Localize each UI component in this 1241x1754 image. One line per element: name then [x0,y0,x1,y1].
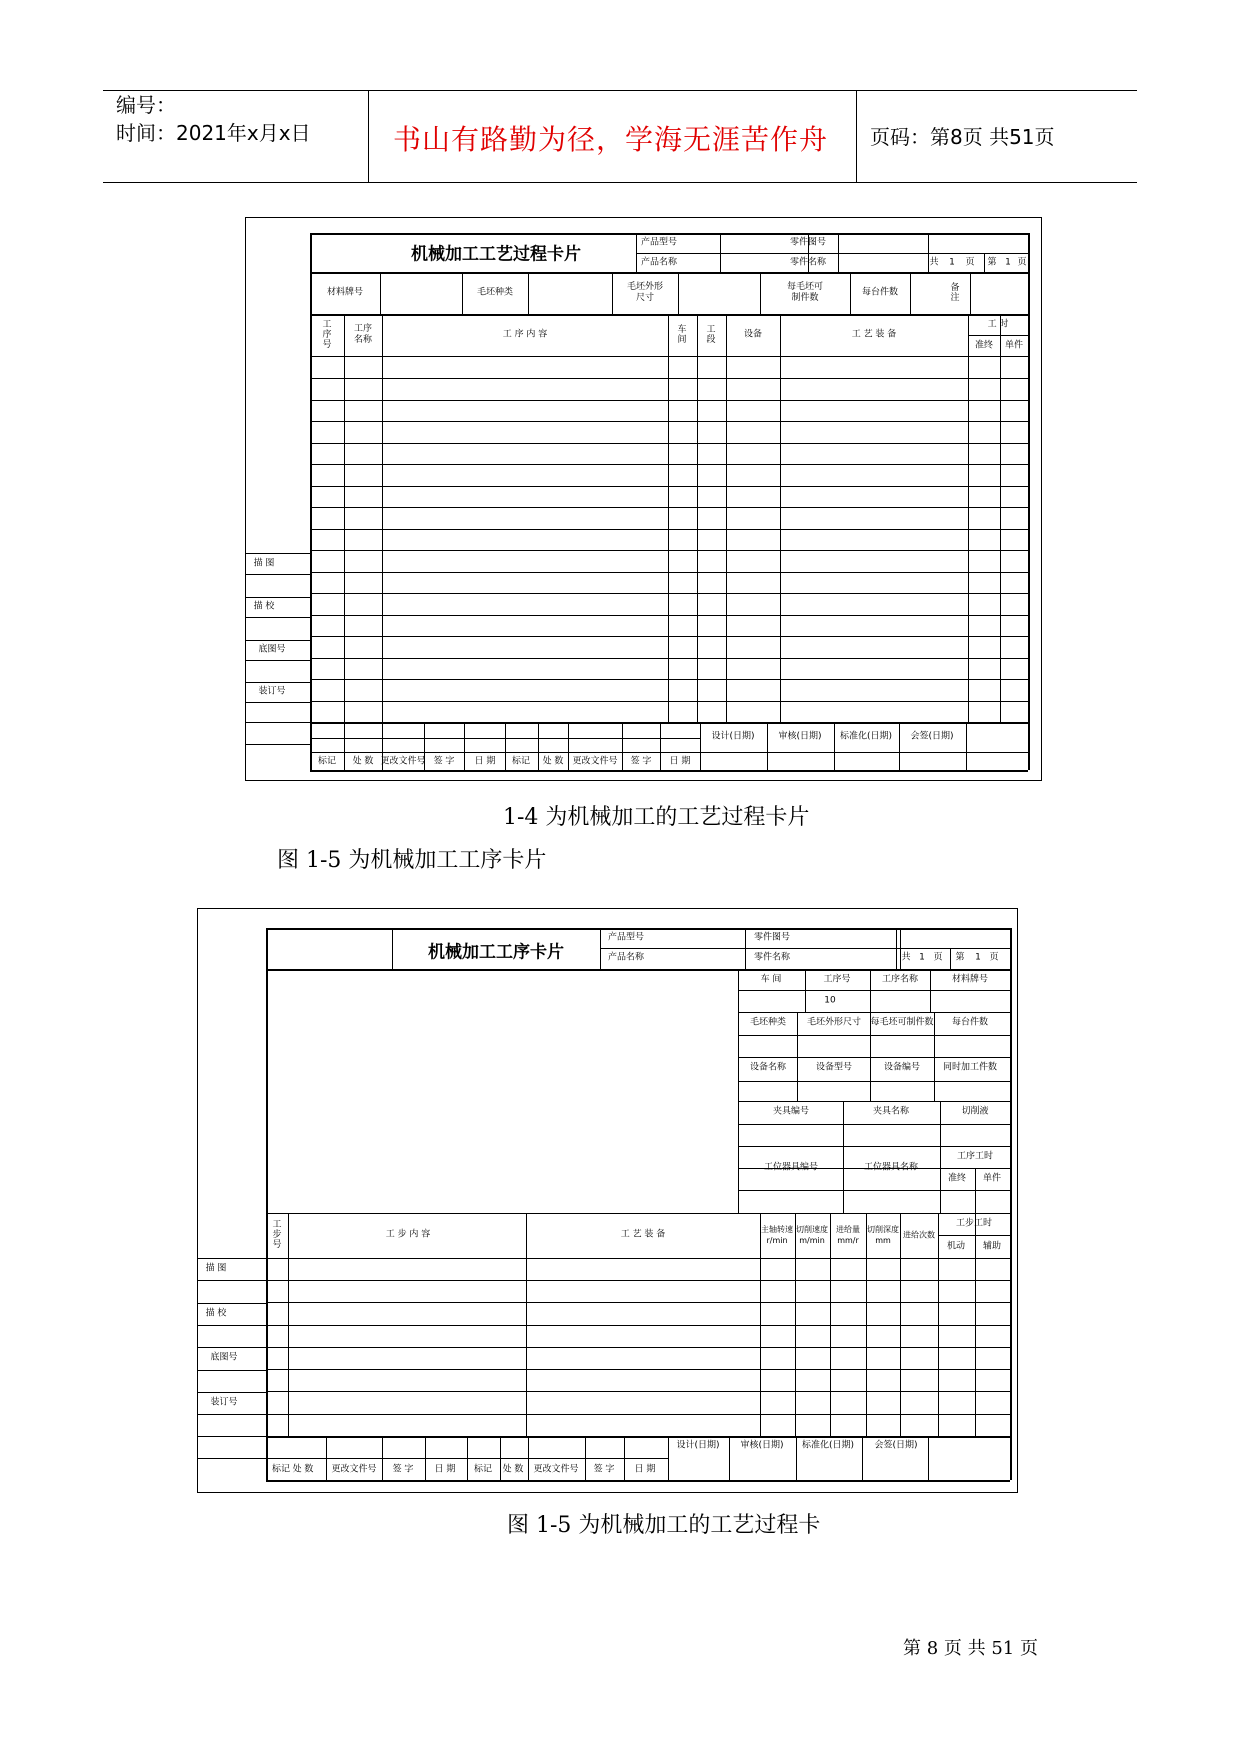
tooling-label: 工 艺 装 备 [851,329,897,340]
grid-hline [310,507,1028,508]
section-label: 工段 [706,325,716,345]
grid-vline [528,1436,529,1480]
sign-label-2: 标准化(日期) [801,1440,855,1451]
op-name-label: 工序名称 [353,324,372,345]
grid-vline [968,314,969,722]
unit-label: 单件 [982,1173,1002,1184]
part-drawing-label: 零件图号 [753,932,791,943]
number-label: 编号： [116,93,176,117]
grid-vline [1000,314,1001,722]
grid-hline [310,722,1028,724]
grid-vline [1010,928,1012,1480]
bottom-label-6: 处 数 [502,1464,524,1475]
grid-hline [266,1436,1010,1438]
grid-vline [975,1168,976,1213]
header-divider-1 [368,90,369,182]
grid-hline [246,722,310,723]
card-title: 机械加工工序卡片 [428,942,564,963]
grid-hline [198,1392,266,1393]
grid-hline [266,1369,1010,1370]
grid-hline [266,1280,1010,1281]
grid-vline [928,1436,929,1480]
total-num: 1 [949,257,955,268]
header-divider-2 [856,90,857,182]
motto: 书山有路勤为径，学海无涯苦作舟 [393,123,829,156]
grid-vline [500,1436,501,1480]
grid-hline [310,400,1028,401]
grid-vline [344,314,345,722]
page-unit: 页 [933,952,943,963]
side-label-check: 描 校 [205,1308,227,1319]
bottom-label-9: 日 期 [634,1464,656,1475]
sign-label-0: 设计(日期) [676,1440,720,1451]
grid-hline [636,253,1028,254]
grid-hline [738,1012,1010,1013]
machine-label: 机动 [946,1241,966,1252]
grid-hline [310,421,1028,422]
card-title: 机械加工工艺过程卡片 [411,244,581,265]
grid-hline [266,1213,1010,1214]
grid-hline [266,1302,1010,1303]
grid-hline [198,1303,266,1304]
bottom-label-3: 签 字 [392,1464,414,1475]
part-name-label: 零件名称 [753,952,791,963]
grid-hline [310,314,1028,316]
grid-hline [310,593,1028,594]
equip-name-label: 设备名称 [749,1062,787,1073]
side-label-base-drawing: 底图号 [210,1352,238,1363]
product-model-label: 产品型号 [607,932,645,943]
grid-hline [738,1124,1010,1125]
grid-vline [797,1057,798,1101]
grid-vline [934,1057,935,1101]
grid-hline [266,1480,1010,1482]
bottom-label-1: 处 数 [352,756,374,767]
step-content-label: 工 步 内 容 [385,1229,431,1240]
product-name-label: 产品名称 [640,257,678,268]
part-name-label: 零件名称 [789,257,827,268]
grid-vline [797,1012,798,1057]
simultaneous-label: 同时加工件数 [942,1062,998,1073]
nth-label: 第 [955,952,965,963]
grid-hline [600,948,1010,949]
bottom-label-5: 标记 [511,756,531,767]
grid-vline [538,722,539,770]
page-label: 页码：第8页 共51页 [870,125,1055,149]
operation-card-sheet [197,908,1018,1493]
bottom-label-8: 签 字 [630,756,652,767]
grid-hline [310,658,1028,659]
grid-vline [392,928,393,969]
blank-size-label: 毛坯外形尺寸 [626,282,663,303]
nth-num: 1 [975,952,981,963]
per-blank-label: 每毛坯可制件数 [870,1017,934,1028]
grid-hline [310,378,1028,379]
grid-vline [970,272,971,314]
grid-hline [198,1370,266,1371]
station-tool-no-label: 工位器具编号 [763,1162,819,1173]
header-bottom-rule [103,182,1137,183]
bottom-label-9: 日 期 [669,756,691,767]
grid-vline [738,969,739,1213]
grid-hline [310,233,1028,235]
grid-hline [938,1235,1010,1236]
bottom-label-0: 标记 [317,756,337,767]
grid-hline [738,990,1010,991]
grid-hline [738,969,1010,970]
nth-label: 第 [987,257,997,268]
side-label-check: 描 校 [253,601,275,612]
grid-vline [326,1436,327,1480]
remark-label: 备注 [950,283,960,303]
grid-vline [382,1436,383,1480]
grid-hline [198,1347,266,1348]
op-no-label: 工序号 [823,974,851,985]
op-hours-label: 工序工时 [956,1151,994,1162]
grid-hline [310,636,1028,637]
grid-vline [380,272,381,314]
total-num: 1 [919,952,925,963]
prep-label: 准终 [974,340,994,351]
grid-vline [910,272,911,314]
caption-1-5: 图 1-5 为机械加工工序卡片 [277,848,547,873]
grid-hline [738,1146,1010,1147]
bottom-label-4: 日 期 [474,756,496,767]
grid-hline [246,702,310,703]
bottom-label-8: 签 字 [593,1464,615,1475]
grid-vline [464,722,465,770]
bottom-label-2: 更改文件号 [380,756,426,767]
grid-hline [246,682,310,683]
grid-vline [528,272,529,314]
grid-vline [899,722,900,770]
feed-times-label: 进给次数 [903,1230,935,1240]
bottom-label-6: 处 数 [542,756,564,767]
grid-hline [266,928,1010,930]
grid-vline [850,272,851,314]
grid-vline [862,1436,863,1480]
grid-vline [624,1436,625,1480]
grid-hline [266,1258,1010,1259]
grid-hline [246,640,310,641]
grid-hline [246,660,310,661]
grid-vline [934,1012,935,1057]
blank-size-label: 毛坯外形尺寸 [806,1017,862,1028]
grid-vline [585,1436,586,1480]
grid-hline [310,679,1028,680]
grid-hline [738,1057,1010,1058]
op-no-label: 工序号 [322,320,332,350]
grid-vline [780,314,781,722]
hours-label: 工 时 [987,319,1009,330]
grid-vline [462,272,463,314]
bottom-label-5: 标记 [473,1464,493,1475]
total-label: 共 [901,952,911,963]
side-label-binding: 装订号 [210,1397,238,1408]
equip-model-label: 设备型号 [815,1062,853,1073]
aux-label: 辅助 [982,1241,1002,1252]
grid-vline [950,948,951,969]
op-no-value: 10 [824,995,836,1006]
grid-hline [738,1035,1010,1036]
grid-hline [738,1190,1010,1191]
page-unit: 页 [965,257,975,268]
workshop-label: 车间 [677,325,687,345]
bottom-label-3: 签 字 [433,756,455,767]
sign-label-0: 设计(日期) [711,731,755,742]
per-unit-label: 每台件数 [951,1017,989,1028]
grid-hline [310,770,1028,772]
grid-vline [697,314,698,722]
grid-hline [310,356,1028,357]
grid-vline [870,1057,871,1101]
bottom-label-1: 处 数 [292,1464,314,1475]
sign-label-3: 会签(日期) [910,731,954,742]
coolant-label: 切削液 [961,1106,989,1117]
sign-label-1: 审核(日期) [740,1440,784,1451]
product-name-label: 产品名称 [607,952,645,963]
blank-type-label: 毛坯种类 [476,287,514,298]
grid-hline [310,701,1028,702]
grid-vline [266,928,268,1480]
grid-hline [310,572,1028,573]
nth-num: 1 [1005,257,1011,268]
grid-hline [738,1101,1010,1102]
grid-hline [310,272,1028,274]
cut-speed-label: 切削速度m/min [796,1225,828,1245]
grid-hline [310,752,1028,753]
equipment-label: 设备 [743,329,763,340]
grid-hline [266,1391,1010,1392]
fixture-name-label: 夹具名称 [872,1106,910,1117]
grid-hline [310,443,1028,444]
equip-no-label: 设备编号 [883,1062,921,1073]
grid-hline [310,550,1028,551]
sign-label-2: 标准化(日期) [839,731,893,742]
side-label-binding: 装订号 [258,686,286,697]
bottom-label-2: 更改文件号 [331,1464,377,1475]
step-hours-label: 工步工时 [955,1218,993,1229]
grid-vline [382,314,383,722]
grid-hline [266,1325,1010,1326]
grid-vline [467,1436,468,1480]
caption-1-5-process: 图 1-5 为机械加工的工艺过程卡 [507,1513,821,1538]
grid-vline [760,272,761,314]
grid-vline [425,1436,426,1480]
workshop-label: 车 间 [760,974,782,985]
feed-label: 进给量mm/r [836,1225,860,1245]
unit-label: 单件 [1004,340,1024,351]
time-label: 时间：2021年x月x日 [116,121,311,145]
grid-hline [198,1458,266,1459]
material-label: 材料牌号 [326,287,364,298]
grid-hline [246,744,310,745]
bottom-label-7: 更改文件号 [533,1464,579,1475]
sign-label-1: 审核(日期) [778,731,822,742]
grid-vline [668,314,669,722]
grid-hline [246,574,310,575]
grid-vline [843,1146,844,1213]
grid-vline [796,1436,797,1480]
per-blank-label: 每毛坯可制件数 [786,282,823,303]
grid-vline [843,1101,844,1146]
blank-type-label: 毛坯种类 [749,1017,787,1028]
grid-vline [726,314,727,722]
grid-vline [834,722,835,770]
prep-label: 准终 [947,1173,967,1184]
grid-vline [767,722,768,770]
op-content-label: 工 序 内 容 [502,329,548,340]
grid-vline [505,722,506,770]
page-unit-2: 页 [1017,257,1027,268]
grid-vline [700,722,701,770]
grid-hline [198,1436,266,1437]
grid-vline [612,272,613,314]
step-no-label: 工步号 [272,1220,282,1250]
grid-hline [738,1081,1010,1082]
grid-vline [344,722,345,770]
grid-hline [266,1347,1010,1348]
grid-vline [622,722,623,770]
side-label-base-drawing: 底图号 [258,644,286,655]
caption-1-4: 1-4 为机械加工的工艺过程卡片 [503,805,810,830]
grid-vline [966,722,967,770]
grid-hline [198,1325,266,1326]
grid-hline [310,486,1028,487]
grid-hline [246,617,310,618]
grid-hline [310,529,1028,530]
grid-vline [940,1146,941,1213]
grid-hline [310,615,1028,616]
fixture-no-label: 夹具编号 [772,1106,810,1117]
part-drawing-label: 零件图号 [789,237,827,248]
grid-vline [668,1436,669,1480]
grid-vline [870,969,871,1012]
grid-vline [678,272,679,314]
grid-vline [940,1101,941,1146]
grid-hline [246,597,310,598]
bottom-label-7: 更改文件号 [572,756,618,767]
grid-hline [968,335,1028,336]
bottom-label-0: 标记 [271,1464,291,1475]
side-label-trace: 描 图 [253,558,275,569]
grid-hline [266,1414,1010,1415]
cut-depth-label: 切削深度mm [867,1225,899,1245]
grid-hline [246,553,310,554]
material-label: 材料牌号 [951,974,989,985]
sign-label-3: 会签(日期) [874,1440,918,1451]
side-label-trace: 描 图 [205,1263,227,1274]
grid-hline [198,1414,266,1415]
grid-vline [1028,233,1030,770]
bottom-label-4: 日 期 [434,1464,456,1475]
product-model-label: 产品型号 [640,237,678,248]
page-footer: 第 8 页 共 51 页 [903,1638,1038,1659]
grid-vline [805,969,806,1012]
grid-hline [310,464,1028,465]
grid-vline [729,1436,730,1480]
station-tool-name-label: 工位器具名称 [863,1162,919,1173]
total-label: 共 [929,257,939,268]
grid-vline [568,722,569,770]
page-unit-2: 页 [989,952,999,963]
grid-vline [930,969,931,1012]
header-top-rule [103,90,1137,91]
spindle-label: 主轴转速r/min [761,1225,793,1245]
grid-hline [198,1280,266,1281]
grid-vline [660,722,661,770]
op-name-label: 工序名称 [881,974,919,985]
grid-vline [984,253,985,272]
per-unit-label: 每台件数 [861,287,899,298]
grid-hline [198,1258,266,1259]
tooling-label: 工 艺 装 备 [620,1229,666,1240]
